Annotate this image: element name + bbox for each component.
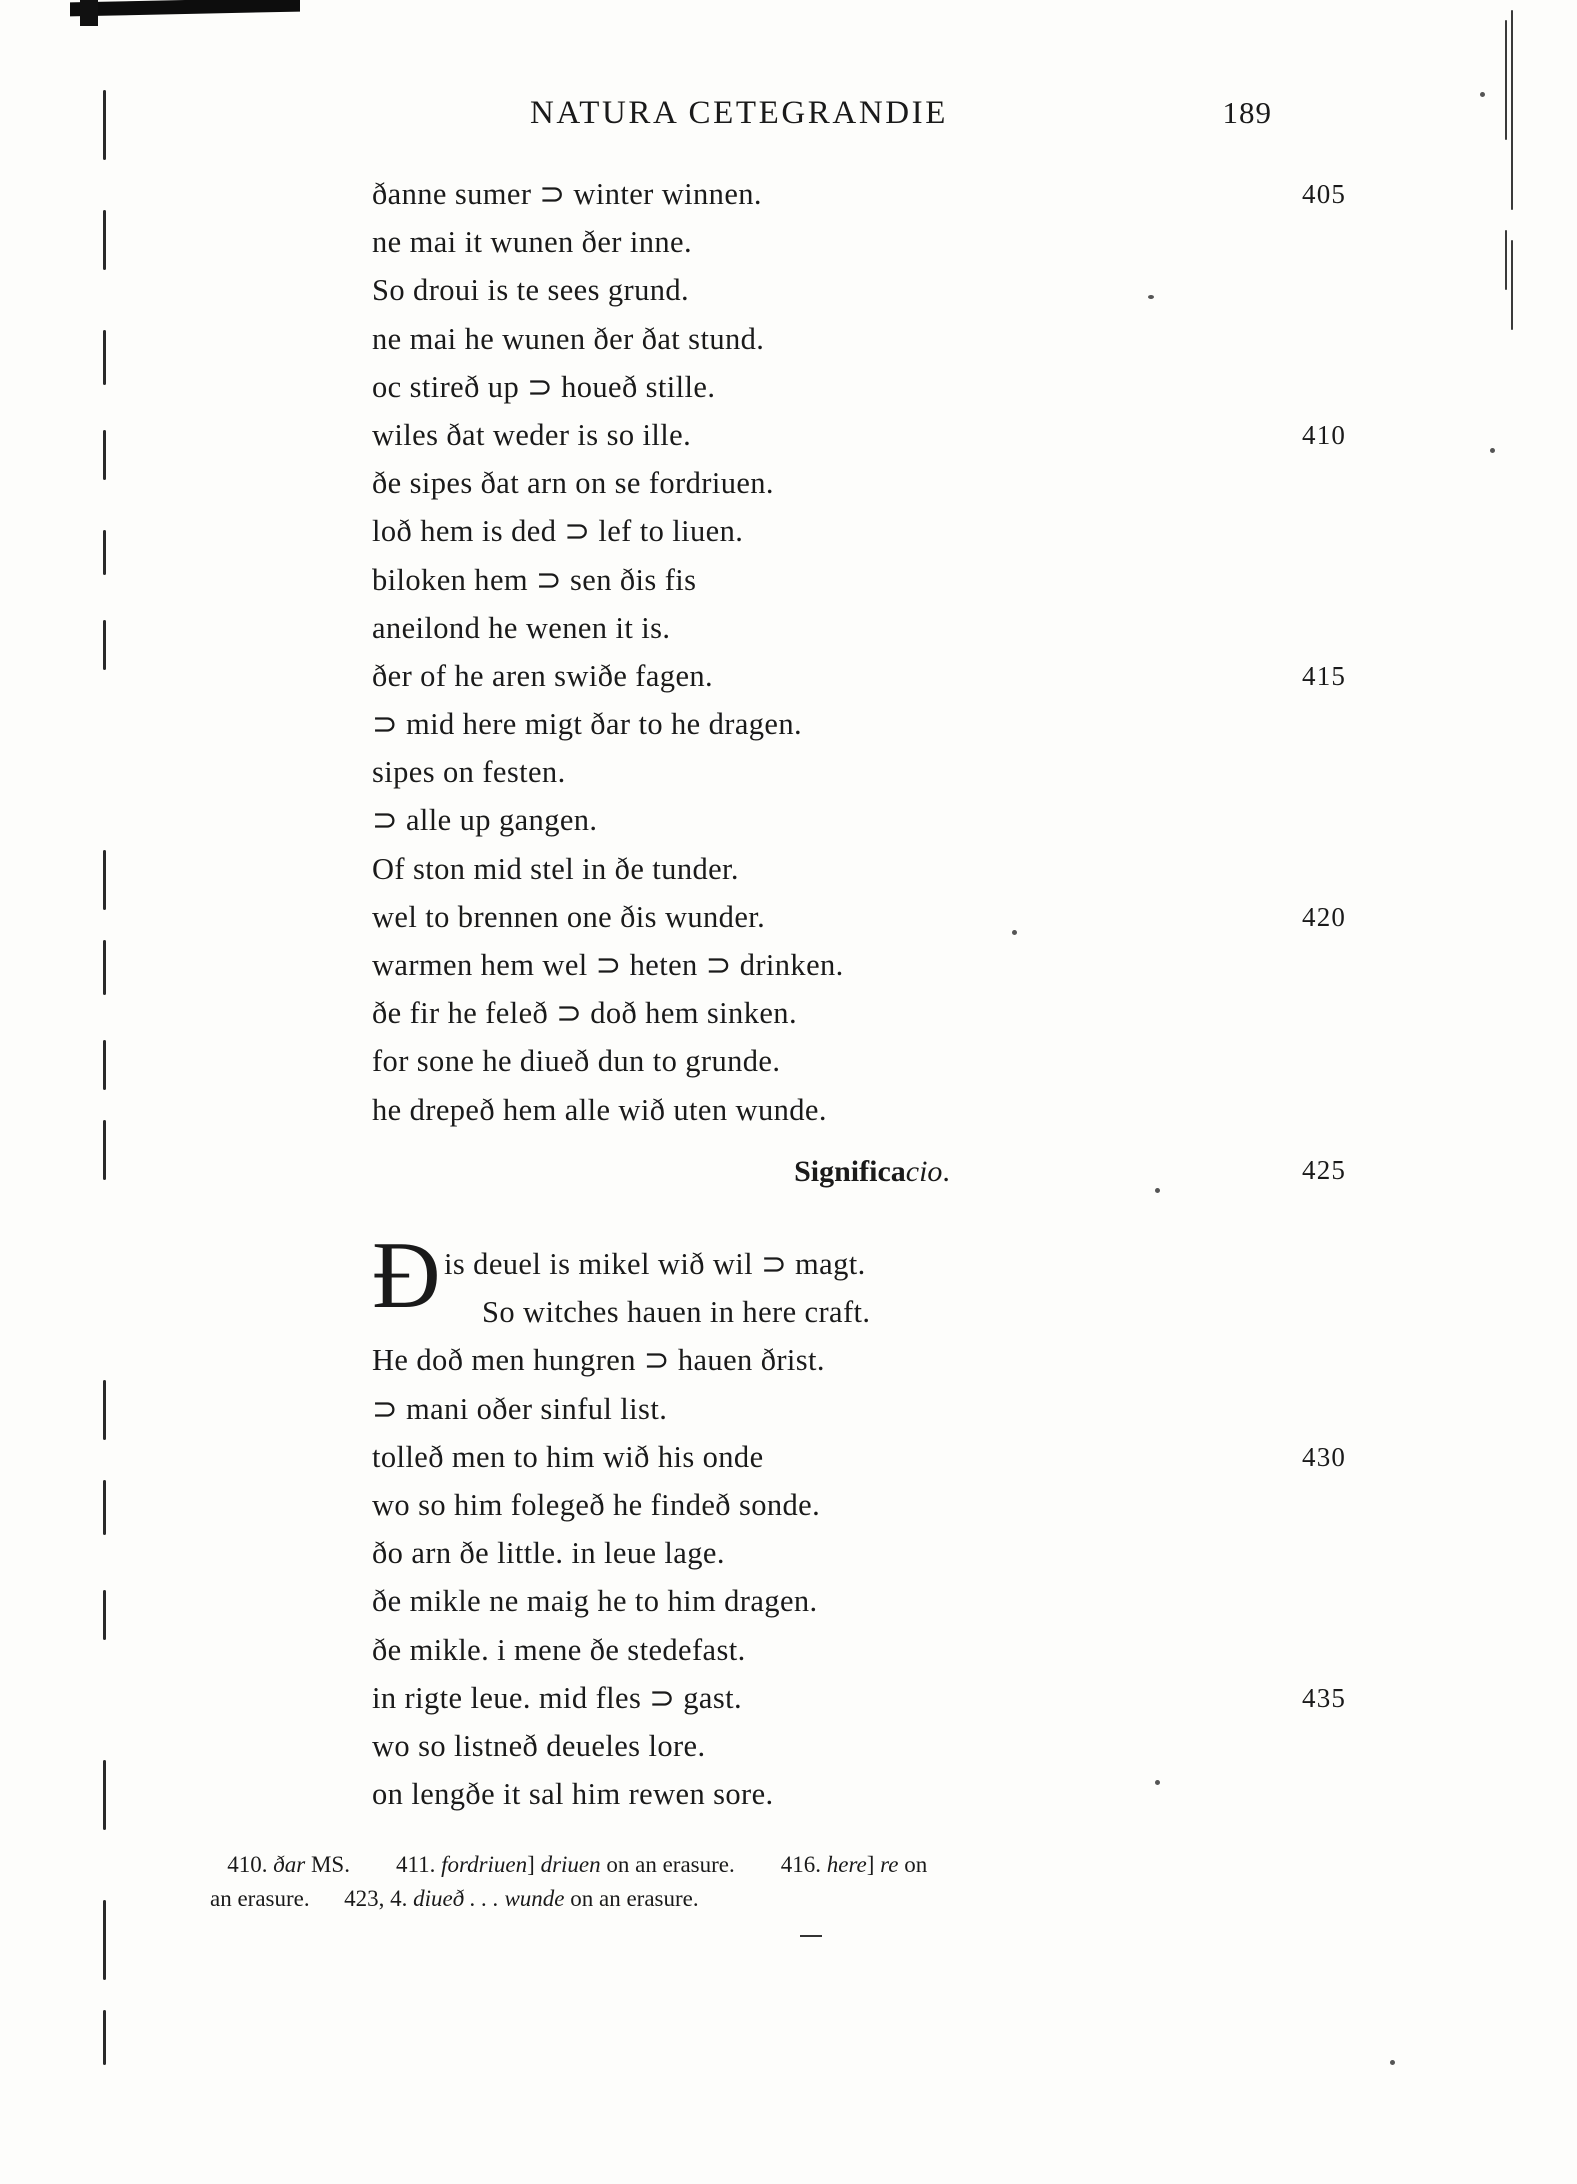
footnote-segment: driuen <box>540 1852 601 1877</box>
verse-line-text: So witches hauen in here craft. <box>482 1295 871 1330</box>
verse-line <box>372 941 1372 989</box>
verse-line-text: ðer of he aren swiðe fagen. <box>372 658 714 693</box>
verse-line-text: wel to brennen one ðis wunder. <box>372 899 766 934</box>
verse-line <box>372 1240 1372 1288</box>
verse-line-text: aneilond he wenen it is. <box>372 610 671 645</box>
verse-line-text: ðanne sumer ⊃ winter winnen. <box>372 177 762 211</box>
verse-line <box>372 604 1372 652</box>
verse-line-text: warmen hem wel ⊃ heten ⊃ drinken. <box>372 948 844 982</box>
verse-line-text: he drepeð hem alle wið uten wunde. <box>372 1092 827 1127</box>
verse-line-text: ðe mikle ne maig he to him dragen. <box>372 1584 818 1619</box>
verse-line-number: 415 <box>1302 660 1347 691</box>
running-title: NATURA CETEGRANDIE <box>530 95 949 131</box>
footnote-apparatus <box>210 1848 1390 1916</box>
footnote-segment: MS. 411. <box>305 1852 442 1877</box>
verse-line <box>372 556 1372 604</box>
section-heading <box>372 1155 1372 1205</box>
folio-number: 189 <box>1222 95 1272 130</box>
verse-line-text: wo so him folegeð he findeð sonde. <box>372 1487 821 1522</box>
footnote-segment: fordriuen <box>441 1852 528 1877</box>
verse-line <box>372 652 1372 700</box>
verse-line <box>372 315 1372 363</box>
verse-line-text: tolleð men to him wið his onde <box>372 1439 764 1474</box>
verse-line-text: oc stireð up ⊃ houeð stille. <box>372 369 716 404</box>
footnote-line <box>210 1848 1390 1882</box>
verse-line-text: ðe sipes ðat arn on se fordriuen. <box>372 466 774 501</box>
verse-line <box>372 411 1372 459</box>
verse-line-text: ne mai it wunen ðer inne. <box>372 225 692 260</box>
verse-line <box>372 845 1372 893</box>
verse-line <box>372 1626 1372 1674</box>
footnote-segment: on an erasure. 416. <box>600 1852 827 1877</box>
verse-line-number: 410 <box>1302 419 1347 450</box>
verse-line-number: 420 <box>1302 901 1347 932</box>
verse-line <box>372 1674 1372 1722</box>
verse-line <box>372 459 1372 507</box>
verse-block-significacio <box>372 1240 1372 1818</box>
verse-line <box>372 1385 1372 1433</box>
verse-line <box>372 748 1372 796</box>
footnote-segment: re <box>880 1852 899 1877</box>
section-heading-tail: . <box>942 1155 950 1188</box>
verse-line-number: 430 <box>1302 1441 1347 1472</box>
verse-line <box>372 1529 1372 1577</box>
verse-line-text: sipes on festen. <box>372 755 566 790</box>
verse-line <box>372 1336 1372 1384</box>
verse-block-natura <box>372 170 1372 1134</box>
verse-line-text: ⊃ mid here migt ðar to he dragen. <box>372 707 803 742</box>
verse-line-number: 405 <box>1302 179 1347 209</box>
verse-line-text: ⊃ alle up gangen. <box>372 803 598 838</box>
verse-line <box>372 1037 1372 1085</box>
verse-line <box>372 700 1372 748</box>
verse-line-text: wiles ðat weder is so ille. <box>372 417 692 452</box>
page-header <box>220 95 1380 132</box>
verse-line <box>372 1288 1372 1336</box>
verse-line-text: ne mai he wunen ðer ðat stund. <box>372 321 765 356</box>
verse-line <box>372 1770 1372 1818</box>
footnote-dash-rule <box>800 1935 822 1937</box>
verse-line-text: in rigte leue. mid fles ⊃ gast. <box>372 1680 742 1715</box>
verse-line <box>372 507 1372 555</box>
footnote-line <box>210 1882 1390 1916</box>
verse-line <box>372 218 1372 266</box>
footnote-segment: diueð . . . wunde <box>413 1886 565 1911</box>
verse-line <box>372 1433 1372 1481</box>
verse-line-text: is deuel is mikel wið wil ⊃ magt. <box>444 1247 866 1281</box>
verse-line <box>372 1086 1372 1134</box>
verse-line-text: Of ston mid stel in ðe tunder. <box>372 851 739 886</box>
verse-line <box>372 1577 1372 1625</box>
verse-line-number: 435 <box>1302 1682 1347 1713</box>
drop-cap: Ð <box>372 1222 441 1328</box>
verse-line-text: biloken hem ⊃ sen ðis fis <box>372 562 697 597</box>
verse-line <box>372 893 1372 941</box>
footnote-segment: on <box>898 1852 928 1877</box>
verse-line-text: ðe fir he feleð ⊃ doð hem sinken. <box>372 996 797 1031</box>
footnote-segment: ] <box>866 1852 881 1877</box>
verse-line <box>372 1722 1372 1770</box>
footnote-segment: 410. <box>210 1852 274 1877</box>
verse-line-text: wo so listneð deueles lore. <box>372 1728 706 1763</box>
footnote-segment: ðar <box>273 1852 306 1877</box>
section-heading-italic: cio <box>905 1155 943 1188</box>
section-line-number: 425 <box>1302 1155 1347 1185</box>
verse-line <box>372 170 1372 218</box>
verse-line-text: He doð men hungren ⊃ hauen ðrist. <box>372 1343 825 1378</box>
footnote-segment: an erasure. 423, 4. <box>210 1886 414 1911</box>
verse-line <box>372 363 1372 411</box>
verse-line-text: ðo arn ðe little. in leue lage. <box>372 1536 725 1571</box>
verse-line-text: loð hem is ded ⊃ lef to liuen. <box>372 514 744 549</box>
verse-line-text: ðe mikle. i mene ðe stedefast. <box>372 1632 746 1667</box>
section-heading-bold: Significa <box>794 1155 906 1188</box>
verse-line <box>372 796 1372 844</box>
verse-line <box>372 989 1372 1037</box>
verse-line-text: for sone he diueð dun to grunde. <box>372 1044 781 1079</box>
verse-line-text: So droui is te sees grund. <box>372 273 690 308</box>
verse-line <box>372 1481 1372 1529</box>
footnote-segment: on an erasure. <box>564 1886 699 1911</box>
verse-line <box>372 266 1372 314</box>
footnote-segment: here <box>826 1852 867 1877</box>
footnote-segment: ] <box>527 1852 541 1877</box>
verse-line-text: ⊃ mani oðer sinful list. <box>372 1391 668 1426</box>
verse-line-text: on lengðe it sal him rewen sore. <box>372 1777 774 1812</box>
